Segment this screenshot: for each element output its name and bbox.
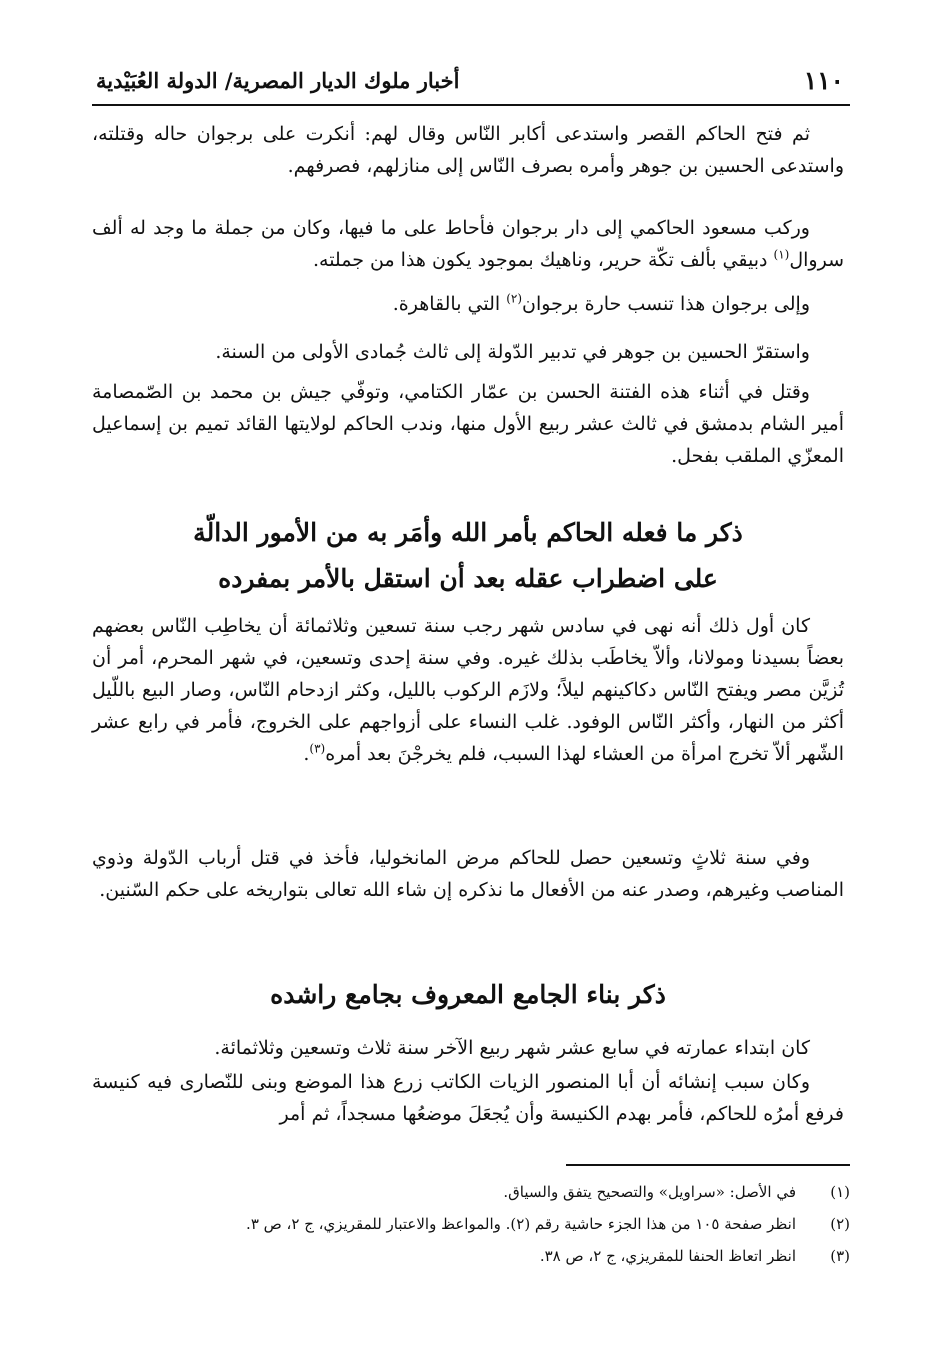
running-head-title: أخبار ملوك الديار المصرية/ الدولة العُبَيْدية — [96, 68, 460, 93]
running-head — [92, 62, 850, 102]
footnote-text: انظر صفحة ١٠٥ من هذا الجزء حاشية رقم (٢). والمواعظ والاعتبار للمقريزي، ج ٢، ص ٣. — [246, 1215, 796, 1233]
paragraph-6 — [92, 610, 844, 770]
footnote-ref-2: (٢) — [506, 291, 523, 306]
footnote-item — [92, 1240, 850, 1272]
paragraph-3-text-a: وإلى برجوان هذا تنسب حارة برجوان — [522, 293, 810, 315]
paragraph-3-text-b: التي بالقاهرة. — [392, 293, 507, 315]
paragraph-4: واستقرّ الحسين بن جوهر في تدبير الدّولة إلى ثالث جُمادى الأولى من السنة. — [215, 341, 810, 363]
section-heading-2: ذكر بناء الجامع المعروف بجامع راشده — [270, 980, 666, 1009]
paragraph-2-text-a: وركب مسعود الحاكمي إلى دار برجوان فأحاط على ما فيها، وكان من جملة ما وجد له ألف سروال — [92, 217, 844, 271]
header-rule — [92, 104, 850, 106]
footnote-number: (٣) — [830, 1247, 850, 1265]
paragraph-6-text-a: كان أول ذلك أنه نهى في سادس شهر رجب سنة تسعين وثلاثمائة أن يخاطِب النّاس بعضهم بعضاً بسيدنا ومولانا، وألاّ يخاطَب بذلك غيره. وفي سنة إحدى وتسعين، في شهر المحرم، أمر أن تُزيَّن مصر ويفتح النّاس دكاكينهم ليلاً؛ ولازَم الركوب بالليل، وكثر ازدحام النّاس، وصار البيع باللّيل أكثر من النهار، وأكثر النّاس الوفود. غلب النساء على أزواجهم على الخروج، فأمر في رابع عشر الشّهر ألاّ تخرج امرأة من العشاء لهذا السبب، فلم يخرجْنَ بعد أمره — [92, 615, 844, 765]
footnote-item — [92, 1208, 850, 1240]
footnote-ref-1: (١) — [773, 247, 790, 262]
paragraph-1: ثم فتح الحاكم القصر واستدعى أكابر النّاس وقال لهم: أنكرت على برجوان حاله وقتلته، واستدعى الحسين بن جوهر وأمره بصرف النّاس إلى منازلهم، فصرفهم. — [92, 123, 844, 177]
page-number: ١١٠ — [803, 66, 844, 95]
paragraph-8: كان ابتداء عمارته في سابع عشر شهر ربيع الآخر سنة ثلاث وتسعين وثلاثمائة. — [214, 1037, 810, 1059]
paragraph-9: وكان سبب إنشائه أن أبا المنصور الزيات الكاتب زرع هذا الموضع وبنى للنّصارى فيه كنيسة فرفع أمرُه للحاكم، فأمر بهدم الكنيسة وأن يُجعَلَ موضعُها مسجداً، ثم أمر — [92, 1071, 844, 1125]
footnote-item — [92, 1176, 850, 1208]
footnote-number: (١) — [830, 1183, 850, 1201]
paragraph-6-text-b: . — [303, 743, 310, 765]
footnote-text: انظر اتعاظ الحنفا للمقريزي، ج ٢، ص ٣٨. — [539, 1247, 796, 1265]
footnote-text: في الأصل: «سراويل» والتصحيح يتفق والسياق. — [503, 1183, 796, 1201]
section-heading-1-line-2: على اضطراب عقله بعد أن استقل بالأمر بمفرده — [218, 564, 718, 593]
footnote-rule — [566, 1164, 850, 1166]
footnote-number: (٢) — [830, 1215, 850, 1233]
paragraph-3 — [92, 288, 844, 320]
section-heading-1 — [92, 510, 844, 602]
paragraph-2 — [92, 212, 844, 276]
paragraph-2-text-b: دبيقي بألف تكّة حرير، وناهيك بموجود يكون هذا من جملته. — [312, 249, 774, 271]
footnotes — [92, 1176, 850, 1272]
section-heading-1-line-1: ذكر ما فعله الحاكم بأمر الله وأمَر به من الأمور الدالّة — [193, 518, 743, 547]
paragraph-7: وفي سنة ثلاثٍ وتسعين حصل للحاكم مرض المانخوليا، فأخذ في قتل أرباب الدّولة وذوي المناصب وغيرهم، وصدر عنه من الأفعال ما نذكره إن شاء الله تعالى بتواريخه على حكم السّنين. — [92, 847, 844, 901]
paragraph-5: وقتل في أثناء هذه الفتنة الحسن بن عمّار الكتامي، وتوفّي جيش بن محمد بن الصّمصامة أمير الشام بدمشق في ثالث عشر ربيع الأول منها، وندب الحاكم لولايتها القائد تميم بن إسماعيل المعزّي الملقب بفحل. — [92, 381, 844, 467]
footnote-ref-3: (٣) — [309, 741, 326, 756]
